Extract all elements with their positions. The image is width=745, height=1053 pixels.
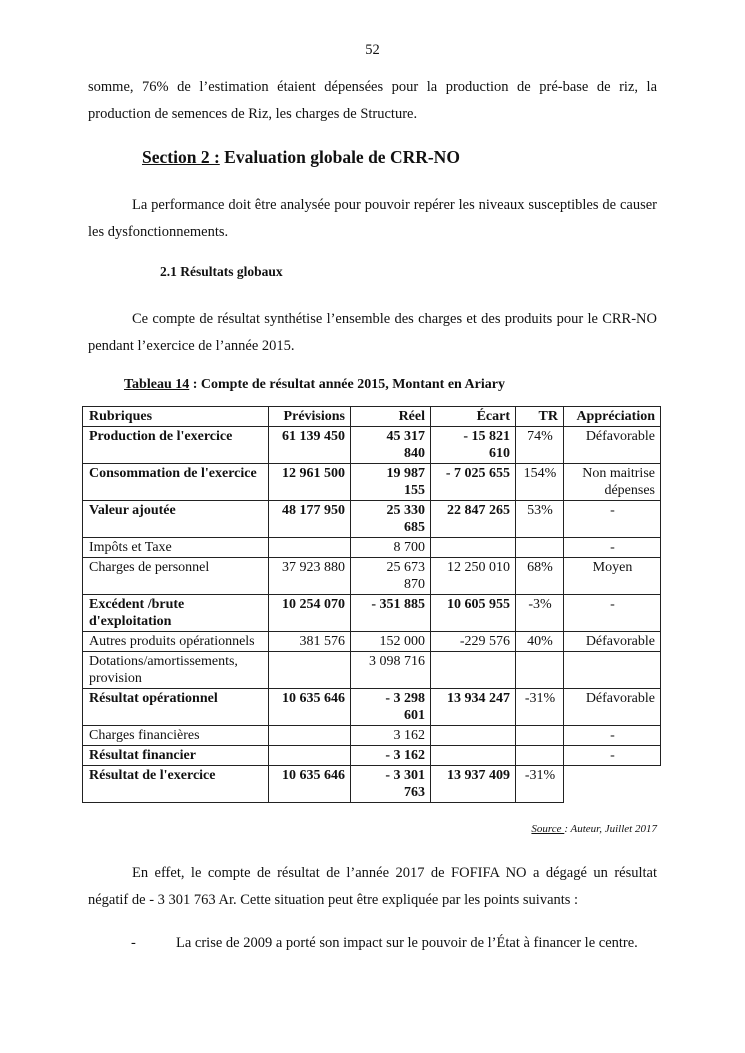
row-label: Résultat opérationnel [83, 689, 269, 726]
table-cell: 37 923 880 [269, 558, 351, 595]
table-row [83, 726, 661, 746]
section-label: Section 2 : [142, 147, 220, 167]
table-row [83, 464, 661, 501]
table-cell: 68% [516, 558, 564, 595]
table-cell: Défavorable [564, 689, 661, 726]
row-label: Impôts et Taxe [83, 538, 269, 558]
table-row [83, 689, 661, 726]
table-cell: 53% [516, 501, 564, 538]
table-caption [124, 377, 505, 393]
table-cell: - 3 298 601 [351, 689, 431, 726]
table-cell [431, 652, 516, 689]
table-cell: - 3 301 763 [351, 766, 431, 803]
table-cell: - 7 025 655 [431, 464, 516, 501]
table-cell [269, 652, 351, 689]
table-cell: 25 330 685 [351, 501, 431, 538]
table-cell: 13 934 247 [431, 689, 516, 726]
table-cell: 13 937 409 [431, 766, 516, 803]
table-cell: Non maitrise dépenses [564, 464, 661, 501]
table-cell: - [564, 501, 661, 538]
table-cell: 10 635 646 [269, 689, 351, 726]
row-label: Résultat financier [83, 746, 269, 766]
table-header-row [83, 407, 661, 427]
table-cell: -31% [516, 689, 564, 726]
bullet-text: La crise de 2009 a porté son impact sur le pouvoir de l’État à financer le centre. [176, 935, 638, 951]
paragraph: La performance doit être analysée pour pouvoir repérer les niveaux susceptibles de causer les dysfonctionnements. [88, 197, 657, 240]
table-row [83, 632, 661, 652]
bullet-marker: - [131, 935, 136, 951]
caption-label: Tableau 14 [124, 377, 190, 392]
subsection-heading: 2.1 Résultats globaux [160, 264, 283, 279]
table-cell [516, 538, 564, 558]
row-label: Résultat de l'exercice [83, 766, 269, 803]
table-cell: 3 162 [351, 726, 431, 746]
row-label: Production de l'exercice [83, 427, 269, 464]
table-cell: 22 847 265 [431, 501, 516, 538]
column-header: Réel [351, 407, 431, 427]
paragraph: somme, 76% de l’estimation étaient dépensées pour la production de pré-base de riz, la production de semences de Riz, les charges de Structure. [88, 79, 657, 122]
table-cell: 381 576 [269, 632, 351, 652]
table-cell [431, 538, 516, 558]
column-header: Écart [431, 407, 516, 427]
table-cell: Défavorable [564, 427, 661, 464]
table-row [83, 766, 661, 803]
table-source [531, 823, 657, 835]
table-cell [269, 726, 351, 746]
table-cell: 74% [516, 427, 564, 464]
row-label: Autres produits opérationnels [83, 632, 269, 652]
empty-cell [564, 766, 661, 803]
table-cell: 152 000 [351, 632, 431, 652]
table-cell [564, 652, 661, 689]
caption-text: : Compte de résultat année 2015, Montant en Ariary [189, 377, 505, 392]
income-statement-table [82, 406, 661, 803]
column-header: Prévisions [269, 407, 351, 427]
table-row [83, 746, 661, 766]
table-cell: 3 098 716 [351, 652, 431, 689]
column-header: Rubriques [83, 407, 269, 427]
table-cell: 61 139 450 [269, 427, 351, 464]
table-cell: - 3 162 [351, 746, 431, 766]
table-cell [269, 746, 351, 766]
column-header: TR [516, 407, 564, 427]
table-cell: - [564, 746, 661, 766]
row-label: Excédent /brute d'exploitation [83, 595, 269, 632]
table-cell: 12 961 500 [269, 464, 351, 501]
table-cell: 19 987 155 [351, 464, 431, 501]
table-row [83, 558, 661, 595]
source-label: Source [531, 823, 565, 835]
table-cell: 45 317 840 [351, 427, 431, 464]
table-cell: - [564, 595, 661, 632]
table-row [83, 652, 661, 689]
table-cell: 10 635 646 [269, 766, 351, 803]
table-cell: 25 673 870 [351, 558, 431, 595]
section-title: Evaluation globale de CRR-NO [219, 147, 460, 167]
table-cell: - [564, 726, 661, 746]
table-cell: - [564, 538, 661, 558]
table-cell: -229 576 [431, 632, 516, 652]
table-cell: 40% [516, 632, 564, 652]
table-cell [269, 538, 351, 558]
row-label: Dotations/amortissements, provision [83, 652, 269, 689]
section-heading [142, 147, 460, 168]
table-cell: Moyen [564, 558, 661, 595]
table-cell: -31% [516, 766, 564, 803]
table-cell: - 15 821 610 [431, 427, 516, 464]
row-label: Valeur ajoutée [83, 501, 269, 538]
table-row [83, 427, 661, 464]
table-cell [516, 726, 564, 746]
table-cell: 10 254 070 [269, 595, 351, 632]
table-cell [431, 726, 516, 746]
table-cell: -3% [516, 595, 564, 632]
column-header: Appréciation [564, 407, 661, 427]
table-row [83, 538, 661, 558]
page-number: 52 [365, 42, 380, 58]
table-cell: Défavorable [564, 632, 661, 652]
paragraph: Ce compte de résultat synthétise l’ensemble des charges et des produits pour le CRR-NO pendant l’exercice de l’année 2015. [88, 311, 657, 354]
table-cell: 154% [516, 464, 564, 501]
table-cell [431, 746, 516, 766]
source-text: : Auteur, Juillet 2017 [564, 823, 657, 835]
table-row [83, 595, 661, 632]
row-label: Consommation de l'exercice [83, 464, 269, 501]
table-cell [516, 652, 564, 689]
table-cell [516, 746, 564, 766]
table-cell: 48 177 950 [269, 501, 351, 538]
table-cell: 10 605 955 [431, 595, 516, 632]
table-cell: 12 250 010 [431, 558, 516, 595]
row-label: Charges de personnel [83, 558, 269, 595]
table-cell: 8 700 [351, 538, 431, 558]
row-label: Charges financières [83, 726, 269, 746]
paragraph: En effet, le compte de résultat de l’année 2017 de FOFIFA NO a dégagé un résultat négatif de - 3 301 763 Ar. Cette situation peut être expliquée par les points suivants : [88, 865, 657, 908]
table-cell: - 351 885 [351, 595, 431, 632]
table-row [83, 501, 661, 538]
